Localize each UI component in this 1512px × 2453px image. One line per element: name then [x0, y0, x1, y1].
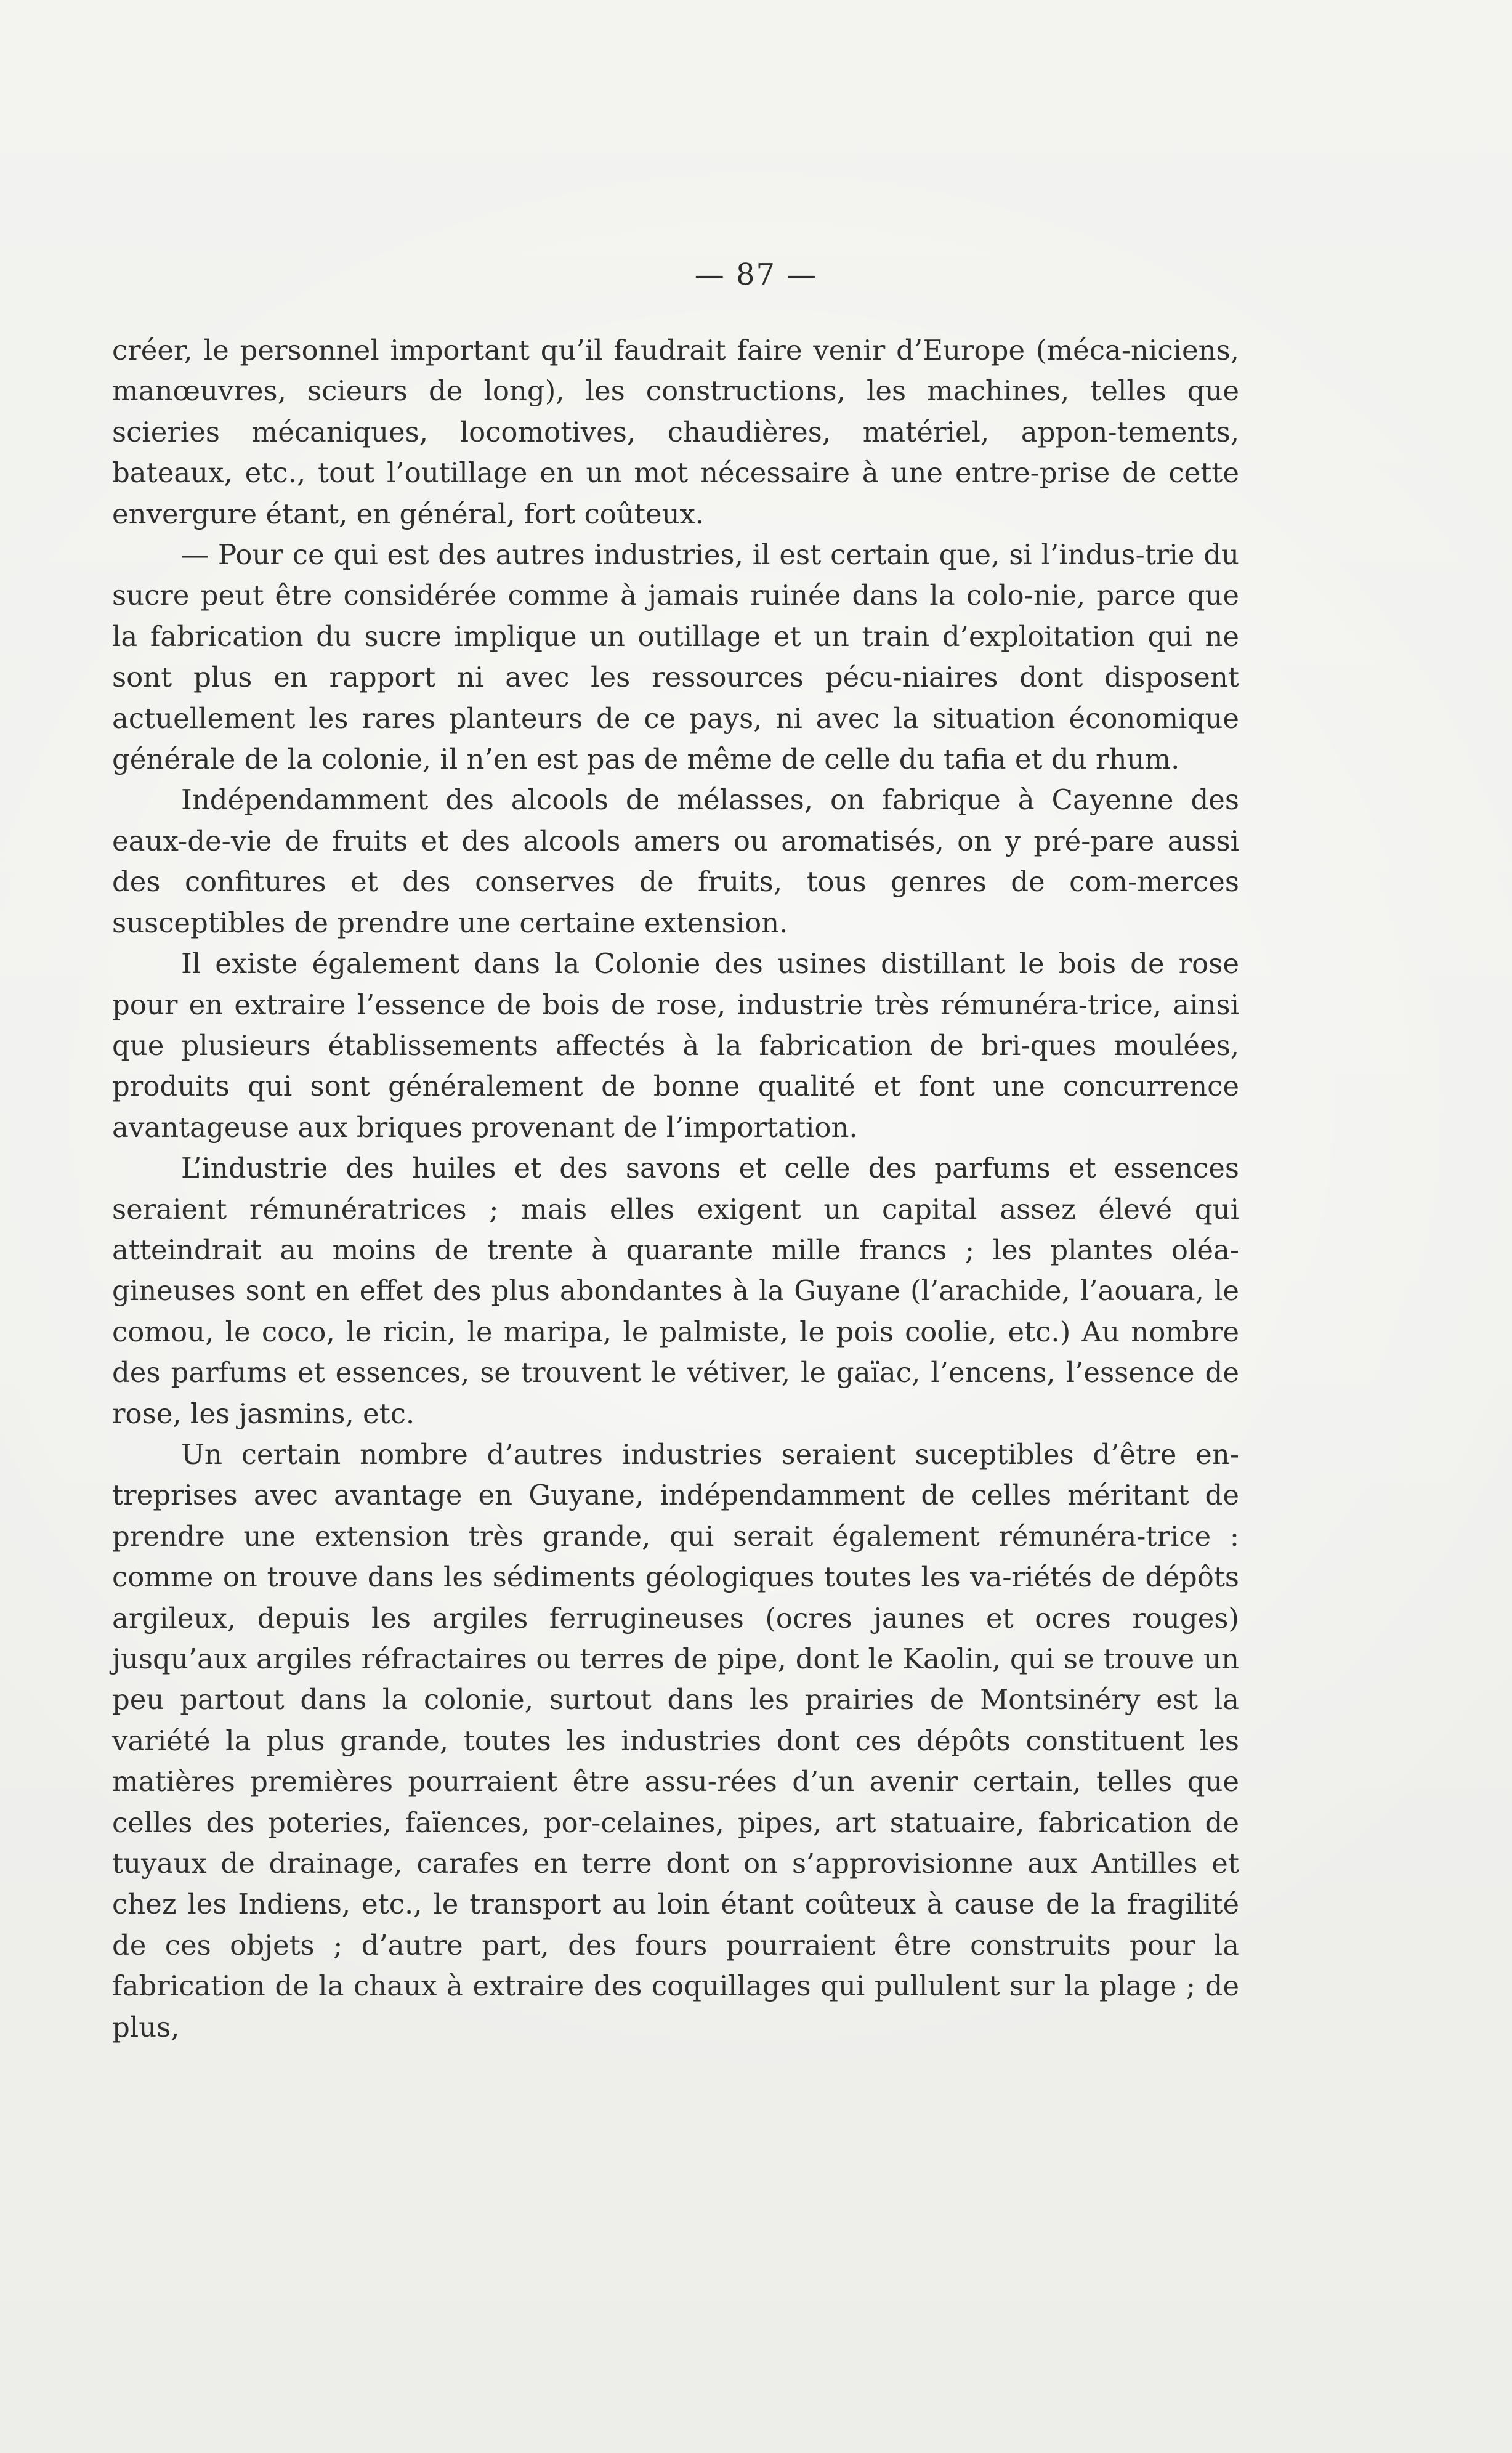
body-text: [112, 330, 1239, 2048]
paragraph-other-industries: Un certain nombre d’autres industries seraient suceptibles d’être en-treprises avec avantage en Guyane, indépendamment de celles méritant de prendre une extension très grande, qui serait également rémunéra-trice : comme on trouve dans les sédiments géologiques toutes les va-riétés de dépôts argileux, depuis les argiles ferrugineuses (ocres jaunes et ocres rouges) jusqu’aux argiles réfractaires ou terres de pipe, dont le Kaolin, qui se trouve un peu partout dans la colonie, surtout dans les prairies de Montsinéry est la variété la plus grande, toutes les industries dont ces dépôts constituent les matières premières pourraient être assu-rées d’un avenir certain, telles que celles des poteries, faïences, por-celaines, pipes, art statuaire, fabrication de tuyaux de drainage, carafes en terre dont on s’approvisionne aux Antilles et chez les Indiens, etc., le transport au loin étant coûteux à cause de la fragilité de ces objets ; d’autre part, des fours pourraient être construits pour la fabrication de la chaux à extraire des coquillages qui pullulent sur la plage ; de plus,: [112, 1437, 1239, 2043]
paragraph-continuation: créer, le personnel important qu’il faudrait faire venir d’Europe (méca-niciens, manœuvres, scieurs de long), les constructions, les machines, telles que scieries mécaniques, locomotives, chaudières, matériel, appon-tements, bateaux, etc., tout l’outillage en un mot nécessaire à une entre-prise de cette envergure étant, en général, fort coûteux.: [112, 334, 1239, 530]
page-number: — 87 —: [694, 257, 818, 292]
paragraph-alcohols: Indépendamment des alcools de mélasses, on fabrique à Cayenne des eaux-de-vie de fruits et des alcools amers ou aromatisés, on y pré-pare aussi des confitures et des conserves de fruits, tous genres de com-merces susceptibles de prendre une certaine extension.: [112, 783, 1239, 939]
paragraph-rosewood: Il existe également dans la Colonie des usines distillant le bois de rose pour en extraire l’essence de bois de rose, industrie très rémunéra-trice, ainsi que plusieurs établissements affectés à la fabrication de bri-ques moulées, produits qui sont généralement de bonne qualité et font une concurrence avantageuse aux briques provenant de l’importation.: [112, 947, 1239, 1144]
paragraph-oils-soaps: L’industrie des huiles et des savons et celle des parfums et essences seraient rémunératrices ; mais elles exigent un capital assez élevé qui atteindrait au moins de trente à quarante mille francs ; les plantes oléa-gineuses sont en effet des plus abondantes à la Guyane (l’arachide, l’aouara, le comou, le coco, le ricin, le maripa, le palmiste, le pois coolie, etc.) Au nombre des parfums et essences, se trouvent le vétiver, le gaïac, l’encens, l’essence de rose, les jasmins, etc.: [112, 1152, 1239, 1430]
paragraph-sugar-industry: — Pour ce qui est des autres industries, il est certain que, si l’indus-trie du sucre peut être considérée comme à jamais ruinée dans la colo-nie, parce que la fabrication du sucre implique un outillage et un train d’exploitation qui ne sont plus en rapport ni avec les ressources pécu-niaires dont disposent actuellement les rares planteurs de ce pays, ni avec la situation économique générale de la colonie, il n’en est pas de même de celle du tafia et du rhum.: [112, 538, 1239, 776]
